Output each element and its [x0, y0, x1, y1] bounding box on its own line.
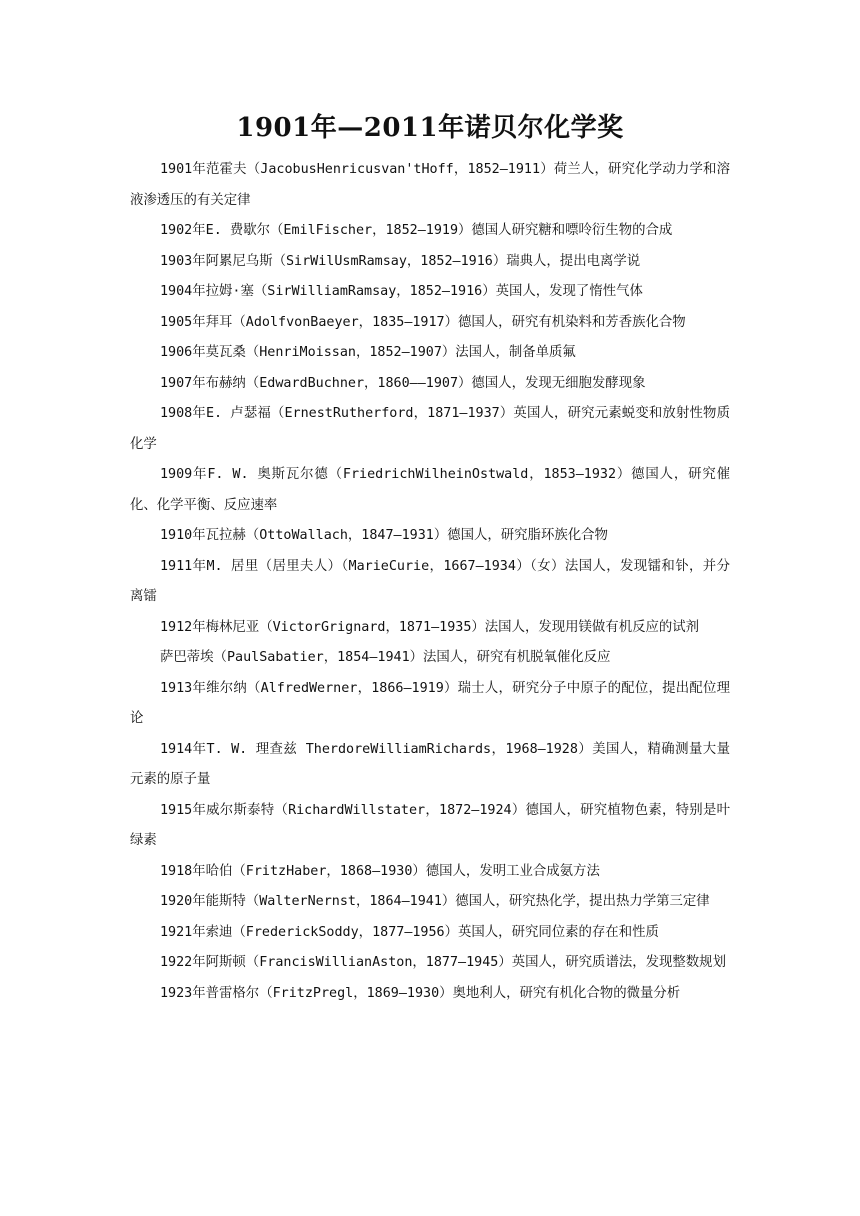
paragraph: 1901年范霍夫（JacobusHenricusvan'tHoff，1852—1911）荷兰人，研究化学动力学和溶液渗透压的有关定律 [130, 162, 730, 208]
document-body [130, 155, 730, 1009]
paragraph: 萨巴蒂埃（PaulSabatier，1854—1941）法国人，研究有机脱氧催化反应 [160, 650, 611, 665]
paragraph: 1904年拉姆·塞（SirWilliamRamsay，1852—1916）英国人，发现了惰性气体 [160, 284, 643, 299]
paragraph: 1915年威尔斯泰特（RichardWillstater，1872—1924）德国人，研究植物色素，特别是叶绿素 [130, 802, 730, 848]
paragraph: 1920年能斯特（WalterNernst，1864—1941）德国人，研究热化学，提出热力学第三定律 [160, 894, 710, 909]
paragraph: 1911年M. 居里（居里夫人）（MarieCurie，1667—1934）（女）法国人，发现镭和钋，并分离镭 [130, 558, 730, 604]
paragraph: 1902年E. 费歇尔（EmilFischer，1852—1919）德国人研究糖和嘌呤衍生物的合成 [160, 223, 673, 238]
paragraph: 1905年拜耳（AdolfvonBaeyer，1835—1917）德国人，研究有机染料和芳香族化合物 [160, 314, 686, 330]
paragraph: 1908年E. 卢瑟福（ErnestRutherford，1871—1937）英国人，研究元素蜕变和放射性物质化学 [130, 406, 730, 452]
paragraph: 1912年梅林尼亚（VictorGrignard，1871—1935）法国人，发现用镁做有机反应的试剂 [160, 619, 700, 635]
paragraph: 1921年索迪（FrederickSoddy，1877—1956）英国人，研究同位素的存在和性质 [160, 924, 659, 940]
paragraph: 1910年瓦拉赫（OttoWallach，1847—1931）德国人，研究脂环族化合物 [160, 528, 608, 543]
document-title: 1901年—2011年诺贝尔化学奖 [236, 113, 624, 143]
paragraph: 1907年布赫纳（EdwardBuchner，1860——1907）德国人，发现无细胞发酵现象 [160, 375, 646, 391]
paragraph: 1903年阿累尼乌斯（SirWilUsmRamsay，1852—1916）瑞典人，提出电离学说 [160, 253, 641, 269]
paragraph: 1922年阿斯顿（FrancisWillianAston，1877—1945）英国人，研究质谱法，发现整数规划 [160, 955, 726, 970]
paragraph: 1906年莫瓦桑（HenriMoissan，1852—1907）法国人，制备单质氟 [160, 345, 576, 360]
paragraph: 1918年哈伯（FritzHaber，1868—1930）德国人，发明工业合成氨方法 [160, 863, 600, 879]
paragraph: 1923年普雷格尔（FritzPregl，1869—1930）奥地利人，研究有机化合物的微量分析 [160, 985, 681, 1001]
paragraph: 1914年T. W. 理查兹 TherdoreWilliamRichards，1968—1928）美国人，精确测量大量元素的原子量 [130, 741, 730, 787]
paragraph: 1913年维尔纳（AlfredWerner，1866—1919）瑞士人，研究分子中原子的配位，提出配位理论 [130, 680, 730, 726]
paragraph: 1909年F. W. 奥斯瓦尔德（FriedrichWilheinOstwald，1853—1932）德国人，研究催化、化学平衡、反应速率 [130, 467, 730, 513]
